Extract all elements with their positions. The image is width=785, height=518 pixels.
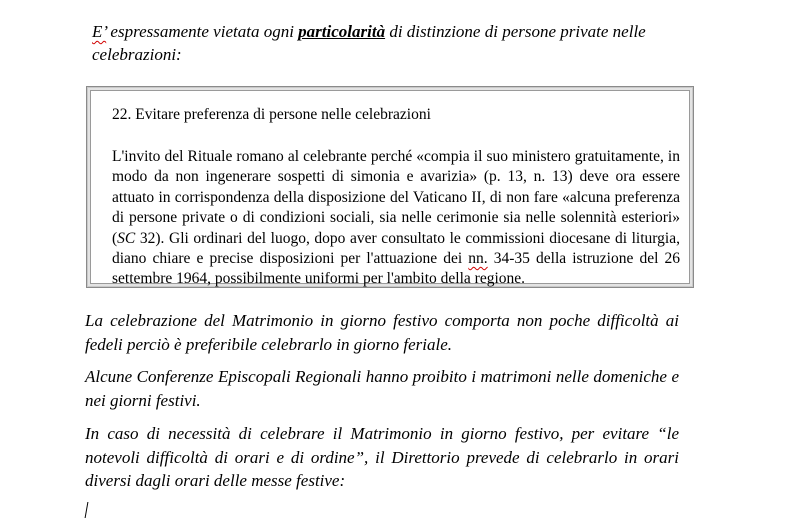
text-cursor xyxy=(85,502,89,518)
intro-paragraph[interactable] xyxy=(92,20,732,66)
bold-underlined-word: particolarità xyxy=(298,22,386,41)
quote-text-1: L'invito del Rituale romano al celebrante perché «compia il suo ministero gratuitamente, in modo da non ingenerare sospetti di simonia e avarizia» (p. 13, n. 13) deve ora essere attuato in corrispondenza della disposizione del Vaticano II, di non fare «alcuna preferenza di persone private o di condizioni sociali, sia nelle cerimonie sia nelle solennità esteriori» ( xyxy=(112,148,680,247)
misspelled-word[interactable]: E’ xyxy=(92,22,107,41)
quote-misspelled-word[interactable]: nn. xyxy=(468,250,488,268)
intro-text-after: di distinzione di persone private nelle celebrazioni: xyxy=(92,22,646,64)
quote-text-2: 32). Gli ordinari del luogo, dopo aver consultato le commissioni diocesane di liturgia, diano chiare e precise disposizioni per l'attuazione dei xyxy=(112,229,680,268)
quoted-image-frame[interactable] xyxy=(86,86,694,288)
body-paragraph[interactable]: Alcune Conferenze Episcopali Regionali hanno proibito i matrimoni nelle domeniche e nei giorni festivi. xyxy=(85,367,679,410)
quote-text-3: 34-35 della istruzione del 26 settembre 1964, possibilmente uniformi per l'ambito della regione. xyxy=(112,250,681,288)
quote-italic-abbrev: SC xyxy=(117,229,136,247)
body-paragraph[interactable]: La celebrazione del Matrimonio in giorno festivo comporta non poche difficoltà ai fedeli perciò è preferibile celebrarlo in giorno feriale. xyxy=(85,311,679,354)
quote-title: 22. Evitare preferenza di persone nelle celebrazioni xyxy=(112,106,431,123)
body-paragraph[interactable]: In caso di necessità di celebrare il Matrimonio in giorno festivo, per evitare “le notevoli difficoltà di orari e di ordine”, il Direttorio prevede di celebrarlo in orari diversi dagli orari delle messe festive: xyxy=(85,424,679,490)
quote-body xyxy=(112,147,680,290)
intro-text-before: espressamente vietata ogni xyxy=(106,22,299,41)
